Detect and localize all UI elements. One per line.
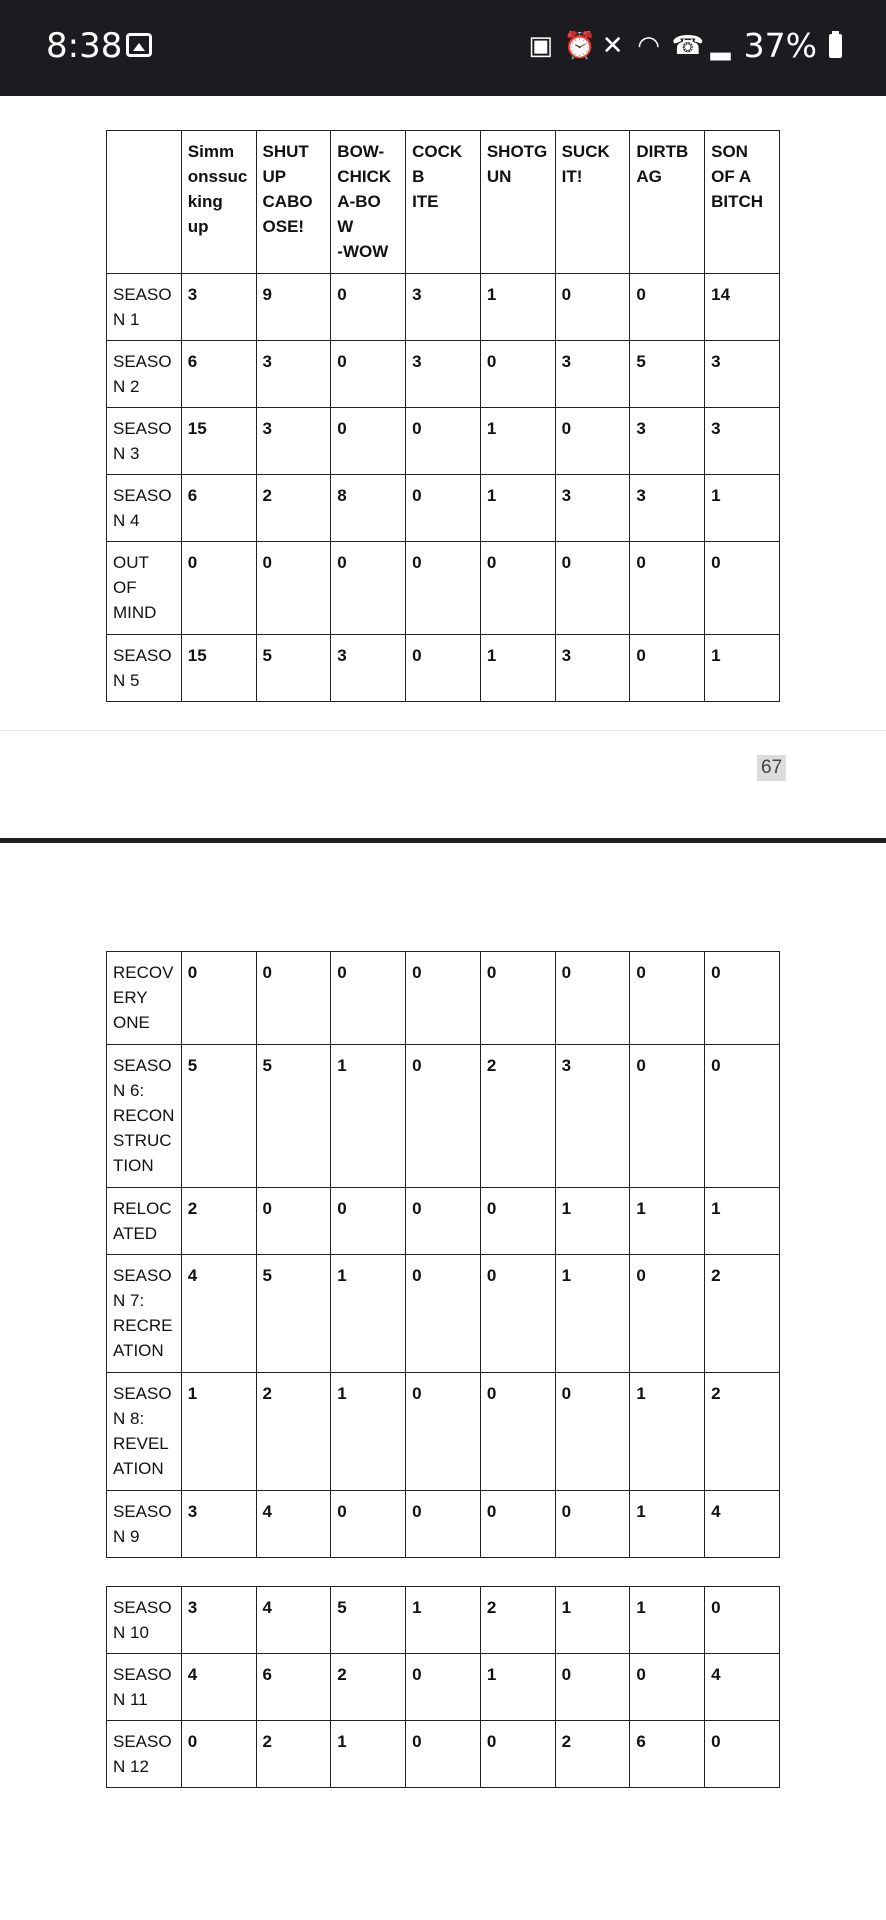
table-row bbox=[107, 274, 780, 341]
row-label bbox=[107, 952, 182, 1045]
cell-line: N 11 bbox=[113, 1690, 148, 1709]
value-cell: 0 bbox=[406, 1045, 481, 1188]
value-cell: 0 bbox=[331, 274, 406, 341]
value-cell: 2 bbox=[256, 475, 331, 542]
row-label bbox=[107, 1491, 182, 1558]
cell-line: N 1 bbox=[113, 310, 140, 329]
value-cell: 0 bbox=[705, 1721, 780, 1788]
value-cell: 0 bbox=[406, 1721, 481, 1788]
table-row bbox=[107, 1587, 780, 1654]
value-cell: 0 bbox=[630, 952, 705, 1045]
table-row bbox=[107, 1654, 780, 1721]
table-row bbox=[107, 475, 780, 542]
value-cell: 1 bbox=[555, 1587, 630, 1654]
value-cell: 3 bbox=[630, 408, 705, 475]
cell-line: A-BO bbox=[337, 192, 381, 211]
value-cell: 4 bbox=[256, 1587, 331, 1654]
cell-line: SEASO bbox=[113, 646, 172, 665]
table-row bbox=[107, 1188, 780, 1255]
cell-line: SEASO bbox=[113, 419, 172, 438]
value-cell: 0 bbox=[630, 542, 705, 635]
cell-line: SEASO bbox=[113, 352, 172, 371]
cell-line: N 9 bbox=[113, 1527, 140, 1546]
cell-line: W bbox=[337, 217, 354, 236]
cell-line: BOW- bbox=[337, 142, 385, 161]
column-header bbox=[630, 131, 705, 274]
page-number: 67 bbox=[757, 755, 786, 781]
value-cell: 3 bbox=[555, 341, 630, 408]
cell-line: TION bbox=[113, 1156, 154, 1175]
row-label bbox=[107, 542, 182, 635]
value-cell: 1 bbox=[630, 1373, 705, 1491]
stats-table-3 bbox=[106, 1586, 780, 1788]
cell-line: CABO bbox=[262, 192, 313, 211]
cell-line: SEASO bbox=[113, 1056, 172, 1075]
cell-line: ATION bbox=[113, 1341, 164, 1360]
value-cell: 1 bbox=[555, 1188, 630, 1255]
value-cell: 5 bbox=[630, 341, 705, 408]
cell-line: MIND bbox=[113, 603, 157, 622]
value-cell: 3 bbox=[555, 635, 630, 702]
value-cell: 4 bbox=[181, 1654, 256, 1721]
value-cell: 3 bbox=[256, 408, 331, 475]
wifi-icon: ◠ bbox=[637, 30, 660, 61]
value-cell: 5 bbox=[331, 1587, 406, 1654]
cell-line: N 3 bbox=[113, 444, 140, 463]
row-label bbox=[107, 1373, 182, 1491]
value-cell: 0 bbox=[181, 542, 256, 635]
table-row bbox=[107, 1255, 780, 1373]
cell-line: UP bbox=[262, 167, 287, 186]
column-header bbox=[555, 131, 630, 274]
signal-icon: ▂ bbox=[710, 30, 731, 61]
value-cell: 1 bbox=[630, 1491, 705, 1558]
value-cell: 0 bbox=[331, 952, 406, 1045]
value-cell: 3 bbox=[256, 341, 331, 408]
value-cell: 1 bbox=[555, 1255, 630, 1373]
value-cell: 0 bbox=[331, 408, 406, 475]
value-cell: 0 bbox=[630, 1045, 705, 1188]
cell-line: SUCK bbox=[561, 142, 610, 161]
table-row bbox=[107, 341, 780, 408]
value-cell: 0 bbox=[406, 475, 481, 542]
cell-line: CHICK bbox=[337, 167, 392, 186]
value-cell: 1 bbox=[331, 1255, 406, 1373]
cell-line: SHUT bbox=[262, 142, 309, 161]
alarm-icon: ⏰ bbox=[563, 30, 597, 61]
cell-line: N 7: bbox=[113, 1291, 145, 1310]
value-cell: 5 bbox=[256, 1045, 331, 1188]
cell-line: RECON bbox=[113, 1106, 175, 1125]
cell-line: SEASO bbox=[113, 285, 172, 304]
value-cell: 0 bbox=[256, 1188, 331, 1255]
value-cell: 2 bbox=[555, 1721, 630, 1788]
header-row bbox=[107, 131, 780, 274]
cell-line: OF bbox=[113, 578, 137, 597]
cell-line: RELOC bbox=[113, 1199, 172, 1218]
value-cell: 0 bbox=[705, 542, 780, 635]
mute-icon: ✕ bbox=[601, 30, 624, 61]
screenshot-icon: ▣ bbox=[528, 30, 553, 61]
value-cell: 0 bbox=[181, 1721, 256, 1788]
value-cell: 0 bbox=[406, 1654, 481, 1721]
value-cell: 5 bbox=[256, 1255, 331, 1373]
value-cell: 0 bbox=[555, 542, 630, 635]
cell-line: COCKB bbox=[412, 142, 463, 186]
value-cell: 0 bbox=[555, 274, 630, 341]
cell-line: REVEL bbox=[113, 1434, 169, 1453]
value-cell: 3 bbox=[181, 274, 256, 341]
value-cell: 0 bbox=[705, 952, 780, 1045]
page-footer-separator bbox=[0, 730, 886, 731]
value-cell: 0 bbox=[480, 542, 555, 635]
cell-line: OUT bbox=[113, 553, 149, 572]
value-cell: 1 bbox=[630, 1587, 705, 1654]
value-cell: 0 bbox=[705, 1587, 780, 1654]
cell-line: N 4 bbox=[113, 511, 140, 530]
value-cell: 1 bbox=[480, 635, 555, 702]
column-header bbox=[406, 131, 481, 274]
value-cell: 4 bbox=[705, 1654, 780, 1721]
value-cell: 0 bbox=[555, 1654, 630, 1721]
cell-line: RECOV bbox=[113, 963, 174, 982]
cell-line: Simm bbox=[187, 142, 235, 161]
column-header bbox=[705, 131, 780, 274]
value-cell: 0 bbox=[406, 952, 481, 1045]
cell-line: N 5 bbox=[113, 671, 140, 690]
value-cell: 0 bbox=[406, 1255, 481, 1373]
value-cell: 0 bbox=[406, 1491, 481, 1558]
value-cell: 0 bbox=[256, 952, 331, 1045]
value-cell: 4 bbox=[705, 1491, 780, 1558]
cell-line: SEASO bbox=[113, 1598, 172, 1617]
value-cell: 5 bbox=[181, 1045, 256, 1188]
stats-table-2 bbox=[106, 951, 780, 1558]
cell-line: N 2 bbox=[113, 377, 140, 396]
value-cell: 0 bbox=[331, 542, 406, 635]
table-row bbox=[107, 1045, 780, 1188]
value-cell: 4 bbox=[181, 1255, 256, 1373]
table-row bbox=[107, 1373, 780, 1491]
cell-line: UN bbox=[486, 167, 512, 186]
value-cell: 0 bbox=[705, 1045, 780, 1188]
value-cell: 2 bbox=[181, 1188, 256, 1255]
header-corner-cell bbox=[107, 131, 182, 274]
value-cell: 3 bbox=[555, 1045, 630, 1188]
table-row bbox=[107, 408, 780, 475]
value-cell: 8 bbox=[331, 475, 406, 542]
value-cell: 3 bbox=[705, 408, 780, 475]
row-label bbox=[107, 1255, 182, 1373]
value-cell: 1 bbox=[480, 274, 555, 341]
table-row bbox=[107, 542, 780, 635]
value-cell: 15 bbox=[181, 408, 256, 475]
cell-line: ITE bbox=[412, 192, 439, 211]
table-row bbox=[107, 635, 780, 702]
value-cell: 0 bbox=[630, 1654, 705, 1721]
value-cell: 0 bbox=[555, 1491, 630, 1558]
value-cell: 2 bbox=[705, 1255, 780, 1373]
value-cell: 1 bbox=[630, 1188, 705, 1255]
value-cell: 1 bbox=[705, 1188, 780, 1255]
battery-icon bbox=[829, 34, 842, 58]
value-cell: 9 bbox=[256, 274, 331, 341]
status-icons bbox=[528, 26, 842, 65]
value-cell: 2 bbox=[480, 1045, 555, 1188]
value-cell: 6 bbox=[630, 1721, 705, 1788]
value-cell: 1 bbox=[331, 1721, 406, 1788]
row-label bbox=[107, 341, 182, 408]
value-cell: 1 bbox=[480, 1654, 555, 1721]
value-cell: 6 bbox=[181, 341, 256, 408]
row-label bbox=[107, 1587, 182, 1654]
cell-line: AG bbox=[636, 167, 662, 186]
value-cell: 3 bbox=[181, 1491, 256, 1558]
stats-table-1 bbox=[106, 130, 780, 702]
value-cell: 6 bbox=[181, 475, 256, 542]
row-label bbox=[107, 274, 182, 341]
cell-line: up bbox=[187, 217, 209, 236]
cell-line: N 6: bbox=[113, 1081, 145, 1100]
cell-line: OF A bbox=[711, 167, 752, 186]
table-row bbox=[107, 1721, 780, 1788]
value-cell: 0 bbox=[480, 1188, 555, 1255]
table-row bbox=[107, 952, 780, 1045]
cell-line: SEASO bbox=[113, 1384, 172, 1403]
value-cell: 0 bbox=[331, 341, 406, 408]
row-label bbox=[107, 408, 182, 475]
cell-line: SEASO bbox=[113, 486, 172, 505]
cell-line: DIRTB bbox=[636, 142, 689, 161]
value-cell: 6 bbox=[256, 1654, 331, 1721]
value-cell: 1 bbox=[480, 408, 555, 475]
value-cell: 0 bbox=[630, 635, 705, 702]
cell-line: SON bbox=[711, 142, 748, 161]
cell-line: SEASO bbox=[113, 1665, 172, 1684]
value-cell: 0 bbox=[480, 1721, 555, 1788]
cell-line: RECRE bbox=[113, 1316, 173, 1335]
cell-line: ATED bbox=[113, 1224, 158, 1243]
value-cell: 0 bbox=[630, 274, 705, 341]
value-cell: 2 bbox=[705, 1373, 780, 1491]
row-label bbox=[107, 475, 182, 542]
row-label bbox=[107, 635, 182, 702]
value-cell: 0 bbox=[480, 952, 555, 1045]
column-header bbox=[331, 131, 406, 274]
value-cell: 0 bbox=[480, 1491, 555, 1558]
value-cell: 1 bbox=[331, 1373, 406, 1491]
value-cell: 2 bbox=[331, 1654, 406, 1721]
value-cell: 0 bbox=[555, 952, 630, 1045]
row-label bbox=[107, 1721, 182, 1788]
value-cell: 3 bbox=[406, 274, 481, 341]
value-cell: 0 bbox=[480, 1373, 555, 1491]
cell-line: OSE! bbox=[262, 217, 305, 236]
value-cell: 0 bbox=[406, 542, 481, 635]
gallery-notification-icon bbox=[126, 33, 152, 57]
value-cell: 14 bbox=[705, 274, 780, 341]
value-cell: 0 bbox=[480, 341, 555, 408]
battery-percent: 37% bbox=[743, 26, 817, 65]
value-cell: 2 bbox=[256, 1373, 331, 1491]
value-cell: 3 bbox=[406, 341, 481, 408]
cell-line: SEASO bbox=[113, 1266, 172, 1285]
cell-line: king bbox=[187, 192, 223, 211]
value-cell: 0 bbox=[406, 1373, 481, 1491]
value-cell: 0 bbox=[555, 1373, 630, 1491]
value-cell: 0 bbox=[406, 635, 481, 702]
cell-line: N 10 bbox=[113, 1623, 149, 1642]
value-cell: 0 bbox=[331, 1188, 406, 1255]
value-cell: 3 bbox=[555, 475, 630, 542]
column-header bbox=[181, 131, 256, 274]
column-header bbox=[480, 131, 555, 274]
value-cell: 4 bbox=[256, 1491, 331, 1558]
value-cell: 0 bbox=[406, 408, 481, 475]
column-header bbox=[256, 131, 331, 274]
cell-line: ERY bbox=[113, 988, 148, 1007]
status-bar bbox=[0, 0, 886, 96]
value-cell: 0 bbox=[630, 1255, 705, 1373]
value-cell: 1 bbox=[480, 475, 555, 542]
cell-line: SEASO bbox=[113, 1732, 172, 1751]
value-cell: 3 bbox=[331, 635, 406, 702]
value-cell: 2 bbox=[256, 1721, 331, 1788]
row-label bbox=[107, 1654, 182, 1721]
value-cell: 5 bbox=[256, 635, 331, 702]
cell-line: onssuc bbox=[187, 167, 248, 186]
value-cell: 3 bbox=[705, 341, 780, 408]
cell-line: SEASO bbox=[113, 1502, 172, 1521]
cell-line: BITCH bbox=[711, 192, 764, 211]
value-cell: 0 bbox=[181, 952, 256, 1045]
status-time: 8:38 bbox=[46, 26, 123, 66]
value-cell: 0 bbox=[256, 542, 331, 635]
cell-line: ONE bbox=[113, 1013, 150, 1032]
wifi-calling-icon: ☎ bbox=[671, 30, 705, 61]
row-label bbox=[107, 1045, 182, 1188]
value-cell: 15 bbox=[181, 635, 256, 702]
cell-line: STRUC bbox=[113, 1131, 172, 1150]
cell-line: -WOW bbox=[337, 242, 389, 261]
cell-line: N 8: bbox=[113, 1409, 145, 1428]
cell-line: N 12 bbox=[113, 1757, 149, 1776]
value-cell: 1 bbox=[705, 635, 780, 702]
row-label bbox=[107, 1188, 182, 1255]
value-cell: 1 bbox=[705, 475, 780, 542]
value-cell: 3 bbox=[181, 1587, 256, 1654]
value-cell: 0 bbox=[331, 1491, 406, 1558]
value-cell: 0 bbox=[480, 1255, 555, 1373]
value-cell: 1 bbox=[406, 1587, 481, 1654]
cell-line: IT! bbox=[561, 167, 583, 186]
value-cell: 0 bbox=[406, 1188, 481, 1255]
value-cell: 1 bbox=[331, 1045, 406, 1188]
value-cell: 1 bbox=[181, 1373, 256, 1491]
cell-line: ATION bbox=[113, 1459, 164, 1478]
value-cell: 0 bbox=[555, 408, 630, 475]
value-cell: 3 bbox=[630, 475, 705, 542]
table-row bbox=[107, 1491, 780, 1558]
value-cell: 2 bbox=[480, 1587, 555, 1654]
cell-line: SHOTG bbox=[486, 142, 548, 161]
